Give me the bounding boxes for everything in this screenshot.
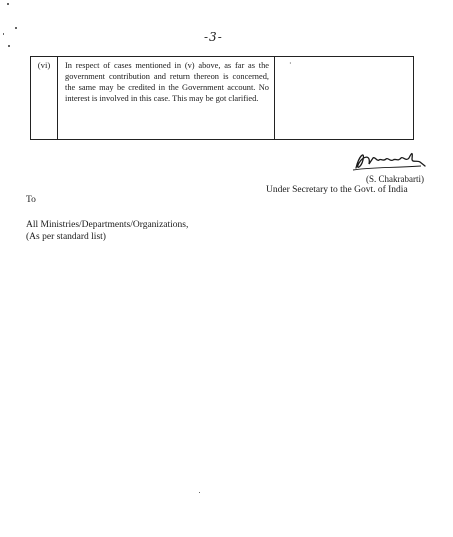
row-remarks: ·	[289, 59, 292, 68]
signer-designation: Under Secretary to the Govt. of India	[266, 185, 408, 195]
recipient-line-2: (As per standard list)	[26, 232, 106, 242]
signer-name: (S. Chakrabarti)	[366, 174, 424, 184]
signature-image	[351, 146, 431, 176]
row-number: (vi)	[31, 57, 58, 139]
to-label: To	[26, 195, 36, 205]
row-text: In respect of cases mentioned in (v) above, as far as the government contribution and return thereon is concerned, the same may be credited in the Government account. No interest is involved in this case. This may be got clarified.	[58, 57, 275, 139]
scan-speck	[7, 3, 9, 5]
page-number: -3-	[204, 30, 223, 44]
scan-speck	[8, 45, 10, 47]
scan-speck	[199, 492, 200, 493]
scan-speck	[3, 33, 4, 35]
instruction-table	[30, 56, 414, 140]
recipient-line-1: All Ministries/Departments/Organizations,	[26, 220, 189, 230]
scan-speck	[15, 27, 17, 29]
